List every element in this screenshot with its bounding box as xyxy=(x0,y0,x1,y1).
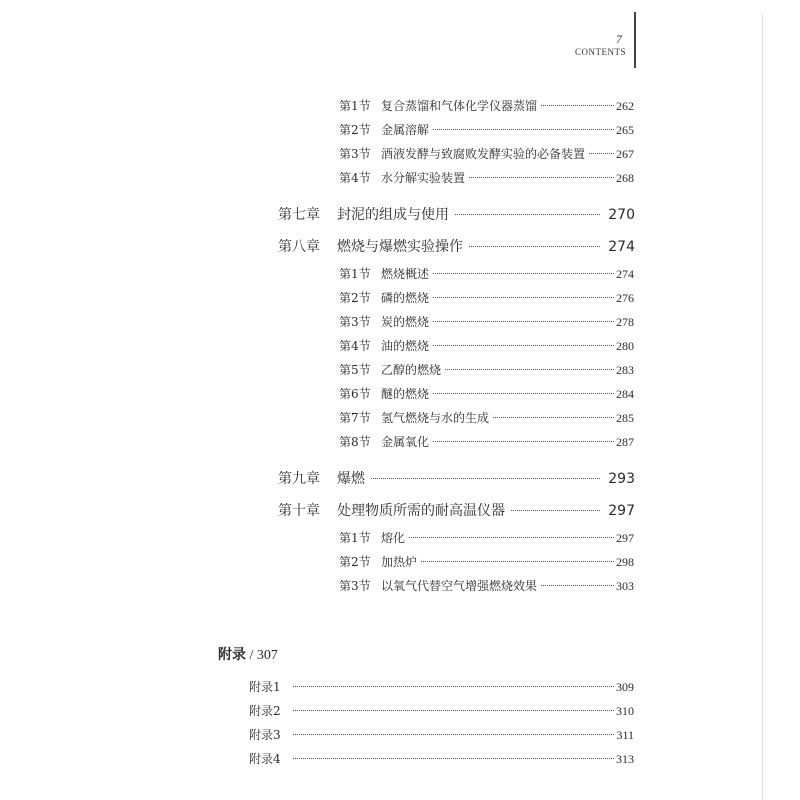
section-title: 氢气燃烧与水的生成 xyxy=(381,411,490,425)
section-label: 第1节 xyxy=(339,531,371,545)
page-edge-rule xyxy=(762,14,763,800)
section-page: 298 xyxy=(616,555,634,569)
section-page: 287 xyxy=(616,435,634,449)
section-label: 第1节 xyxy=(339,99,371,113)
section-page: 283 xyxy=(616,363,634,377)
appendix-heading-page: / 307 xyxy=(246,648,278,663)
section-page: 280 xyxy=(616,339,634,353)
dot-leader xyxy=(433,393,614,394)
toc-section-entry[interactable] xyxy=(339,409,634,426)
dot-leader xyxy=(293,686,614,687)
appendix-page: 311 xyxy=(616,728,634,742)
dot-leader xyxy=(433,321,614,322)
section-label: 第3节 xyxy=(339,579,371,593)
toc-section-entry[interactable] xyxy=(339,433,634,450)
dot-leader xyxy=(511,510,600,511)
appendix-page: 310 xyxy=(616,704,634,718)
chapter-title: 爆燃 xyxy=(337,471,365,487)
section-title: 磷的燃烧 xyxy=(381,291,430,305)
section-page: 284 xyxy=(616,387,634,401)
section-label: 第4节 xyxy=(339,339,371,353)
section-title: 复合蒸馏和气体化学仪器蒸馏 xyxy=(381,99,538,113)
dot-leader xyxy=(445,369,614,370)
section-title: 醚的燃烧 xyxy=(381,387,430,401)
toc-section-entry[interactable] xyxy=(339,577,634,594)
section-page: 268 xyxy=(616,171,634,185)
header-rule xyxy=(634,12,636,68)
dot-leader xyxy=(421,561,614,562)
chapter-label: 第七章 xyxy=(278,207,320,223)
dot-leader xyxy=(493,417,614,418)
section-page: 262 xyxy=(616,99,634,113)
section-page: 278 xyxy=(616,315,634,329)
toc-chapter-entry[interactable] xyxy=(278,468,635,488)
dot-leader xyxy=(433,345,614,346)
section-title: 加热炉 xyxy=(381,555,418,569)
toc-section-entry[interactable] xyxy=(339,289,634,306)
section-label: 第8节 xyxy=(339,435,371,449)
chapter-label: 第九章 xyxy=(278,471,320,487)
section-page: 297 xyxy=(616,531,634,545)
section-title: 金属溶解 xyxy=(381,123,430,137)
toc-chapter-entry[interactable] xyxy=(278,236,635,256)
toc-section-entry[interactable] xyxy=(339,553,634,570)
section-title: 油的燃烧 xyxy=(381,339,430,353)
dot-leader xyxy=(433,297,614,298)
dot-leader xyxy=(589,153,614,154)
toc-section-entry[interactable] xyxy=(339,169,634,186)
chapter-title: 处理物质所需的耐高温仪器 xyxy=(337,503,505,519)
appendix-label: 附录2 xyxy=(249,704,281,718)
chapter-page: 297 xyxy=(608,503,635,519)
chapter-page: 274 xyxy=(608,239,635,255)
appendix-heading[interactable] xyxy=(218,644,278,664)
appendix-page: 309 xyxy=(616,680,634,694)
section-label: 第7节 xyxy=(339,411,371,425)
chapter-page: 293 xyxy=(608,471,635,487)
toc-section-entry[interactable] xyxy=(339,121,634,138)
section-title: 酒液发酵与致腐败发酵实验的必备装置 xyxy=(381,147,586,161)
section-title: 熔化 xyxy=(381,531,406,545)
toc-section-entry[interactable] xyxy=(339,529,634,546)
toc-chapter-entry[interactable] xyxy=(278,500,635,520)
section-label: 第2节 xyxy=(339,555,371,569)
dot-leader xyxy=(469,246,600,247)
toc-section-entry[interactable] xyxy=(339,337,634,354)
section-label: 第4节 xyxy=(339,171,371,185)
dot-leader xyxy=(541,105,614,106)
toc-section-entry[interactable] xyxy=(339,145,634,162)
toc-appendix-entry[interactable] xyxy=(249,702,634,719)
appendix-label: 附录4 xyxy=(249,752,281,766)
appendix-page: 313 xyxy=(616,752,634,766)
dot-leader xyxy=(433,441,614,442)
toc-appendix-entry[interactable] xyxy=(249,678,634,695)
chapter-label: 第十章 xyxy=(278,503,320,519)
toc-appendix-entry[interactable] xyxy=(249,726,634,743)
section-title: 乙醇的燃烧 xyxy=(381,363,442,377)
section-page: 276 xyxy=(616,291,634,305)
dot-leader xyxy=(409,537,614,538)
section-page: 267 xyxy=(616,147,634,161)
dot-leader xyxy=(455,214,600,215)
toc-chapter-entry[interactable] xyxy=(278,204,635,224)
section-page: 265 xyxy=(616,123,634,137)
dot-leader xyxy=(541,585,614,586)
section-label: 第6节 xyxy=(339,387,371,401)
section-label: 第3节 xyxy=(339,315,371,329)
section-page: 285 xyxy=(616,411,634,425)
appendix-heading-title: 附录 xyxy=(218,647,246,663)
dot-leader xyxy=(469,177,614,178)
section-title: 燃烧概述 xyxy=(381,267,430,281)
dot-leader xyxy=(293,758,614,759)
chapter-title: 封泥的组成与使用 xyxy=(337,207,449,223)
section-page: 274 xyxy=(616,267,634,281)
toc-appendix-entry[interactable] xyxy=(249,750,634,767)
running-head: CONTENTS xyxy=(575,47,626,57)
section-label: 第2节 xyxy=(339,123,371,137)
chapter-title: 燃烧与爆燃实验操作 xyxy=(337,239,463,255)
section-label: 第3节 xyxy=(339,147,371,161)
toc-section-entry[interactable] xyxy=(339,361,634,378)
appendix-label: 附录3 xyxy=(249,728,281,742)
toc-section-entry[interactable] xyxy=(339,313,634,330)
chapter-page: 270 xyxy=(608,207,635,223)
section-title: 以氧气代替空气增强燃烧效果 xyxy=(381,579,538,593)
section-title: 水分解实验装置 xyxy=(381,171,466,185)
section-title: 金属氧化 xyxy=(381,435,430,449)
section-label: 第5节 xyxy=(339,363,371,377)
section-page: 303 xyxy=(616,579,634,593)
section-label: 第2节 xyxy=(339,291,371,305)
chapter-label: 第八章 xyxy=(278,239,320,255)
toc-section-entry[interactable] xyxy=(339,385,634,402)
dot-leader xyxy=(371,478,600,479)
toc-section-entry[interactable] xyxy=(339,97,634,114)
page-number: 7 xyxy=(616,32,622,46)
dot-leader xyxy=(433,273,614,274)
section-label: 第1节 xyxy=(339,267,371,281)
appendix-label: 附录1 xyxy=(249,680,281,694)
toc-section-entry[interactable] xyxy=(339,265,634,282)
dot-leader xyxy=(293,734,614,735)
dot-leader xyxy=(293,710,614,711)
section-title: 炭的燃烧 xyxy=(381,315,430,329)
dot-leader xyxy=(433,129,614,130)
